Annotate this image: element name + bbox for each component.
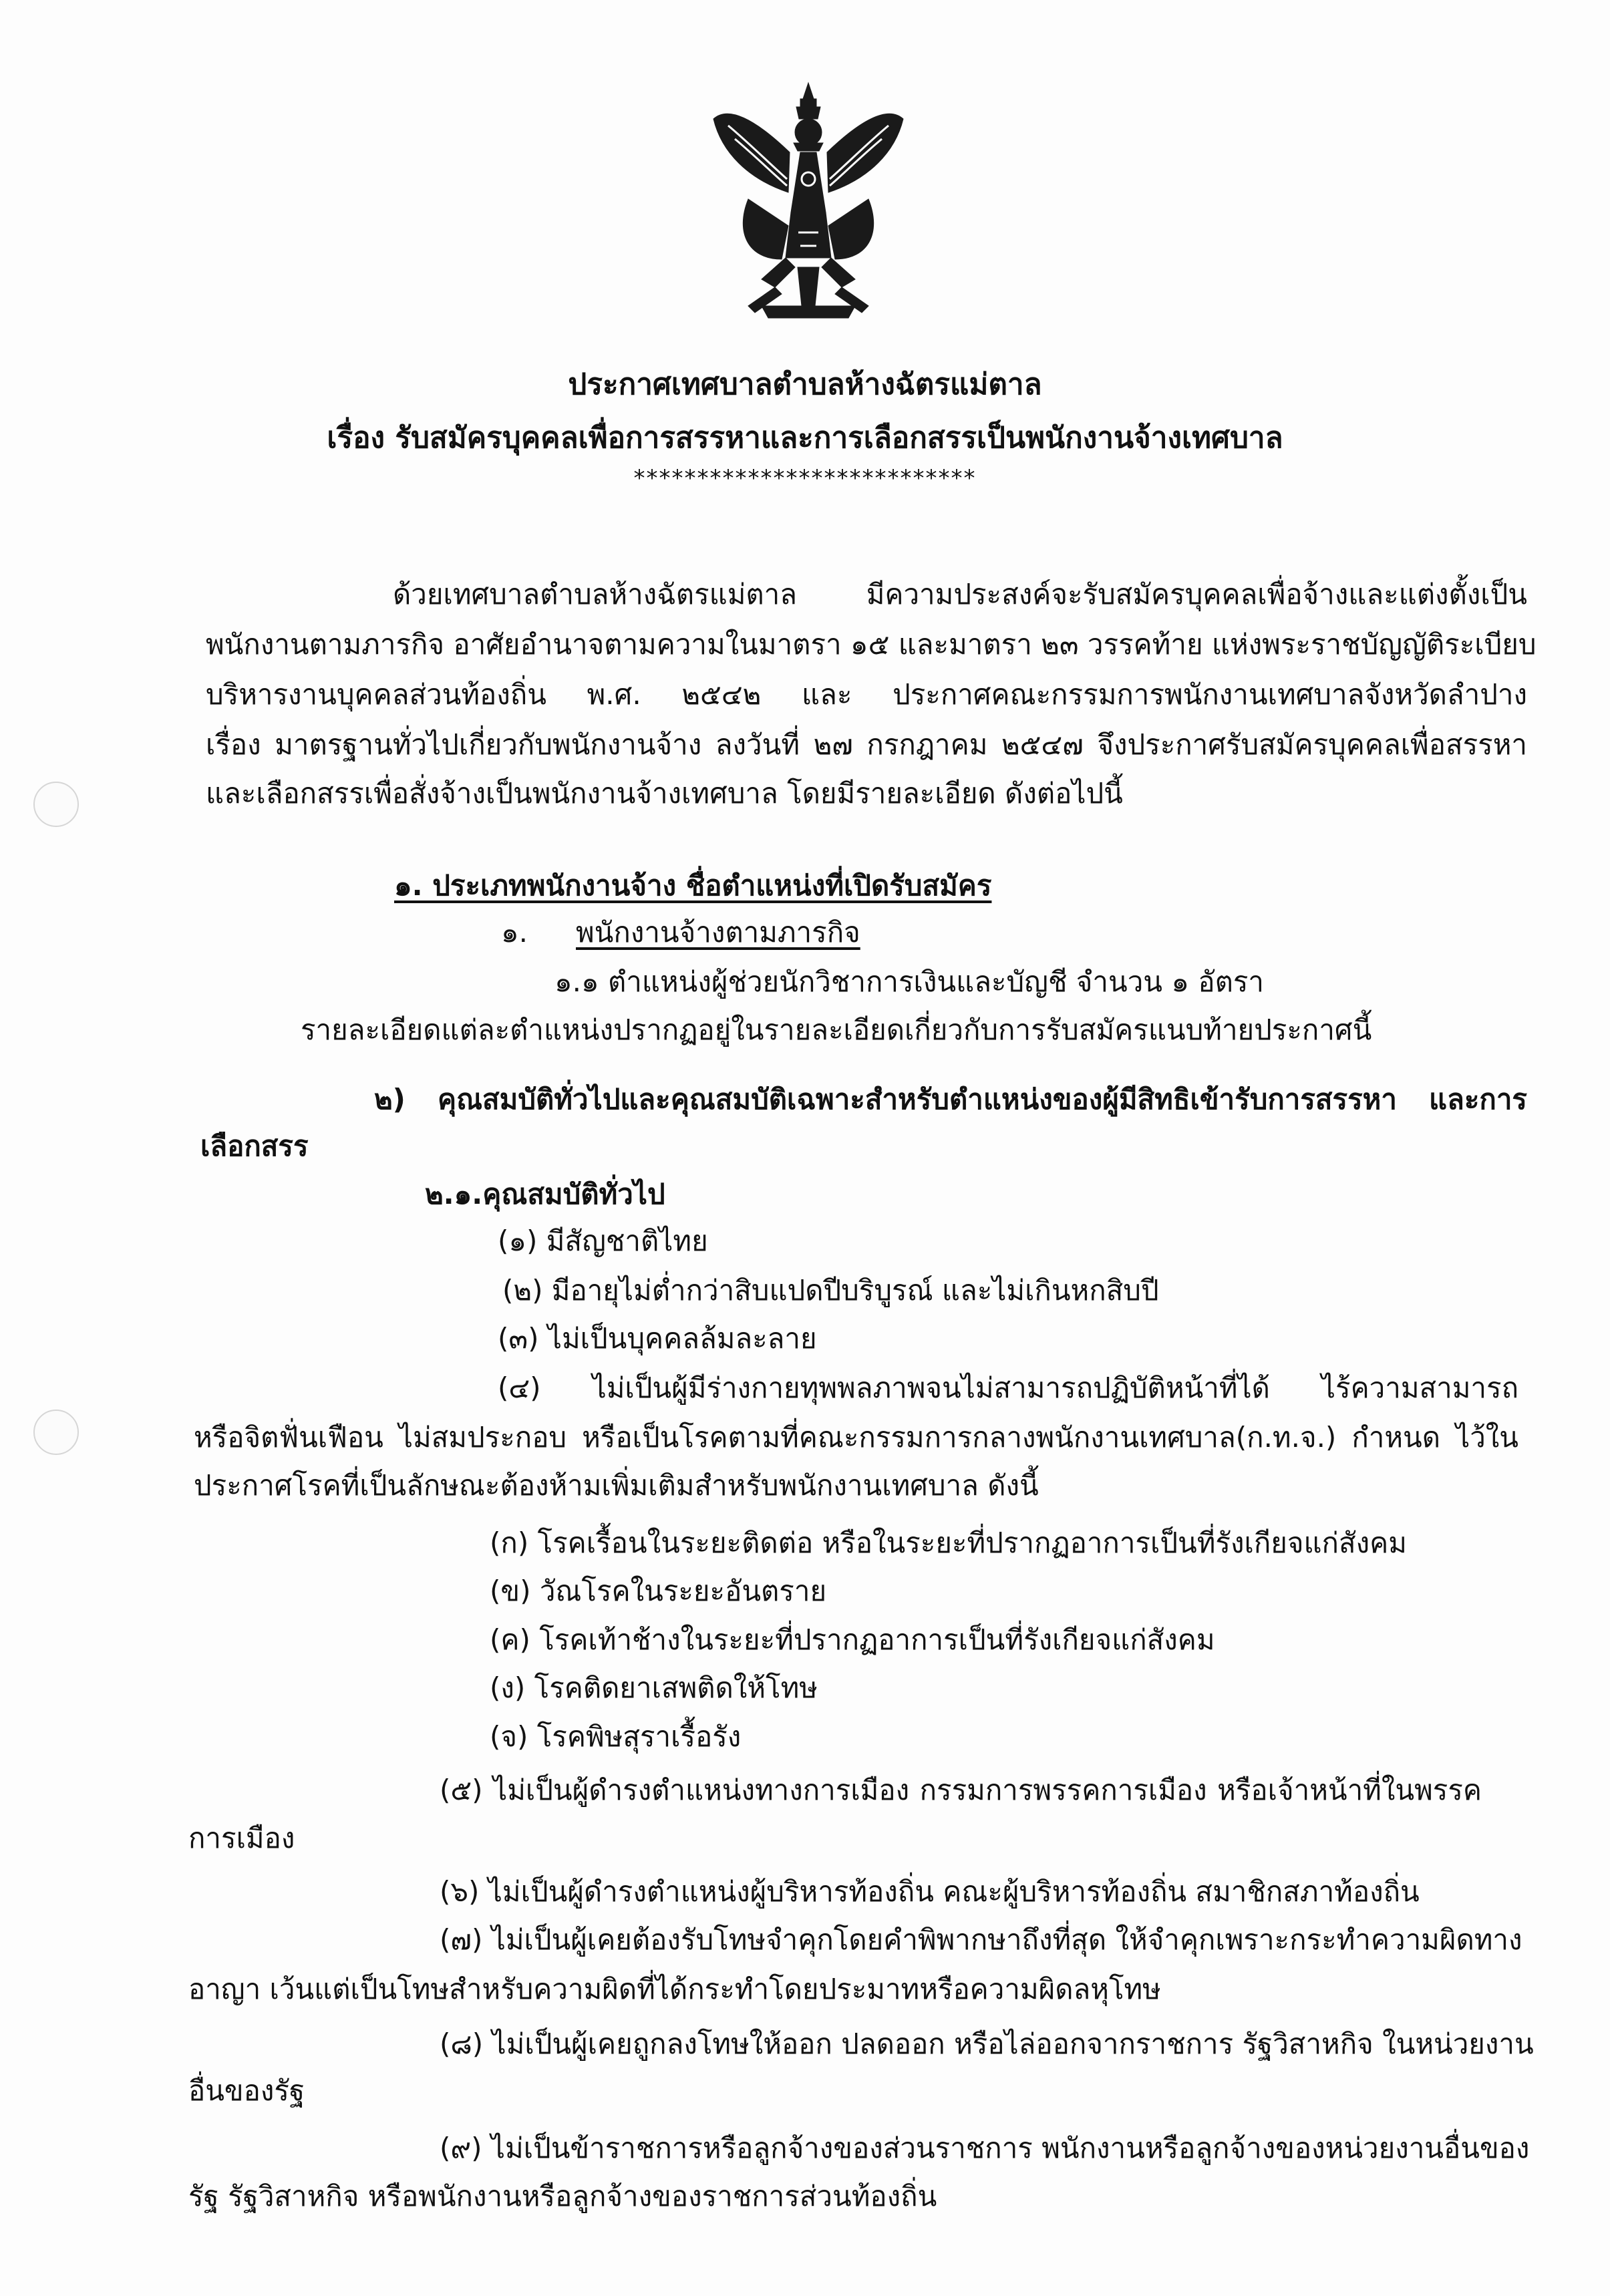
section-1-sub-label: พนักงานจ้างตามภารกิจ — [576, 916, 860, 949]
qualification-4-line-1: (๔) ไม่เป็นผู้มีร่างกายทุพพลภาพจนไม่สามารถปฏิบัติหน้าที่ได้ ไร้ความสามารถ — [498, 1371, 1518, 1404]
intro-line-1: ด้วยเทศบาลตำบลห้างฉัตรแม่ตาล มีความประสงค์จะรับสมัครบุคคลเพื่อจ้างและแต่งตั้งเป็น — [393, 578, 1527, 611]
disease-item: (ข) วัณโรคในระยะอันตราย — [490, 1575, 827, 1607]
punch-hole-lower — [33, 1410, 79, 1455]
disease-item: (ค) โรคเท้าช้างในระยะที่ปรากฏอาการเป็นที่รังเกียจแก่สังคม — [490, 1623, 1215, 1656]
qualification-7-line-2: อาญา เว้นแต่เป็นโทษสำหรับความผิดที่ได้กระทำโดยประมาทหรือความผิดลหุโทษ — [188, 1973, 1161, 2005]
qualification-5-line-1: (๕) ไม่เป็นผู้ดำรงตำแหน่งทางการเมือง กรรมการพรรคการเมือง หรือเจ้าหน้าที่ในพรรค — [440, 1774, 1482, 1806]
section-1-sub-number: ๑. — [501, 916, 528, 949]
qualification-1: (๑) มีสัญชาติไทย — [498, 1224, 708, 1257]
section-2-heading-line-1: ๒) คุณสมบัติทั่วไปและคุณสมบัติเฉพาะสำหรับตำแหน่งของผู้มีสิทธิเข้ารับการสรรหา และการ — [374, 1083, 1527, 1116]
section-1-heading: ๑. ประเภทพนักงานจ้าง ชื่อตำแหน่งที่เปิดรับสมัคร — [394, 869, 992, 902]
qualification-9-line-1: (๙) ไม่เป็นข้าราชการหรือลูกจ้างของส่วนราชการ พนักงานหรือลูกจ้างของหน่วยงานอื่นของ — [440, 2132, 1530, 2164]
qualification-3: (๓) ไม่เป็นบุคคลล้มละลาย — [498, 1322, 817, 1355]
section-2-sub-heading: ๒.๑.คุณสมบัติทั่วไป — [425, 1178, 665, 1210]
section-1-position: ๑.๑ ตำแหน่งผู้ช่วยนักวิชาการเงินและบัญชี จำนวน ๑ อัตรา — [554, 965, 1264, 998]
intro-line-2: พนักงานตามภารกิจ อาศัยอำนาจตามความในมาตรา ๑๕ และมาตรา ๒๓ วรรคท้าย แห่งพระราชบัญญัติระเบียบ — [206, 628, 1537, 661]
qualification-2: (๒) มีอายุไม่ต่ำกว่าสิบแปดปีบริบูรณ์ และไม่เกินหกสิบปี — [502, 1274, 1159, 1307]
garuda-emblem-icon — [708, 79, 909, 326]
disease-item: (จ) โรคพิษสุราเรื้อรัง — [490, 1720, 742, 1753]
disease-item: (ง) โรคติดยาเสพติดให้โทษ — [490, 1671, 818, 1704]
intro-line-3: บริหารงานบุคคลส่วนท้องถิ่น พ.ศ. ๒๕๔๒ และ ประกาศคณะกรรมการพนักงานเทศบาลจังหวัดลำปาง — [206, 678, 1527, 711]
punch-hole-upper — [33, 782, 79, 827]
header-separator: *************************** — [633, 465, 977, 492]
qualification-4-line-2: หรือจิตฟั่นเฟือน ไม่สมประกอบ หรือเป็นโรคตามที่คณะกรรมการกลางพนักงานเทศบาล(ก.ท.จ.) กำหนด ไว้ใน — [194, 1421, 1518, 1454]
section-1-detail: รายละเอียดแต่ละตำแหน่งปรากฏอยู่ในรายละเอียดเกี่ยวกับการรับสมัครแนบท้ายประกาศนี้ — [301, 1013, 1372, 1046]
qualification-8-line-1: (๘) ไม่เป็นผู้เคยถูกลงโทษให้ออก ปลดออก หรือไล่ออกจากราชการ รัฐวิสาหกิจ ในหน่วยงาน — [440, 2027, 1534, 2060]
section-2-heading-line-2: เลือกสรร — [200, 1130, 309, 1162]
intro-line-5: และเลือกสรรเพื่อสั่งจ้างเป็นพนักงานจ้างเทศบาล โดยมีรายละเอียด ดังต่อไปนี้ — [206, 777, 1123, 810]
disease-item: (ก) โรคเรื้อนในระยะติดต่อ หรือในระยะที่ปรากฏอาการเป็นที่รังเกียจแก่สังคม — [490, 1526, 1407, 1559]
announcement-subject: เรื่อง รับสมัครบุคคลเพื่อการสรรหาและการเลือกสรรเป็นพนักงานจ้างเทศบาล — [327, 421, 1283, 455]
qualification-7-line-1: (๗) ไม่เป็นผู้เคยต้องรับโทษจำคุกโดยคำพิพากษาถึงที่สุด ให้จำคุกเพราะกระทำความผิดทาง — [440, 1923, 1522, 1956]
qualification-9-line-2: รัฐ รัฐวิสาหกิจ หรือพนักงานหรือลูกจ้างของราชการส่วนท้องถิ่น — [188, 2180, 937, 2212]
qualification-8-line-2: อื่นของรัฐ — [188, 2074, 305, 2107]
announcement-title: ประกาศเทศบาลตำบลห้างฉัตรแม่ตาล — [568, 367, 1042, 401]
qualification-5-line-2: การเมือง — [188, 1822, 295, 1854]
qualification-6: (๖) ไม่เป็นผู้ดำรงตำแหน่งผู้บริหารท้องถิ่น คณะผู้บริหารท้องถิ่น สมาชิกสภาท้องถิ่น — [440, 1875, 1420, 1908]
intro-line-4: เรื่อง มาตรฐานทั่วไปเกี่ยวกับพนักงานจ้าง ลงวันที่ ๒๗ กรกฎาคม ๒๕๔๗ จึงประกาศรับสมัครบุคคลเพื่อสรรหา — [206, 728, 1527, 761]
qualification-4-line-3: ประกาศโรคที่เป็นลักษณะต้องห้ามเพิ่มเติมสำหรับพนักงานเทศบาล ดังนี้ — [194, 1469, 1039, 1502]
